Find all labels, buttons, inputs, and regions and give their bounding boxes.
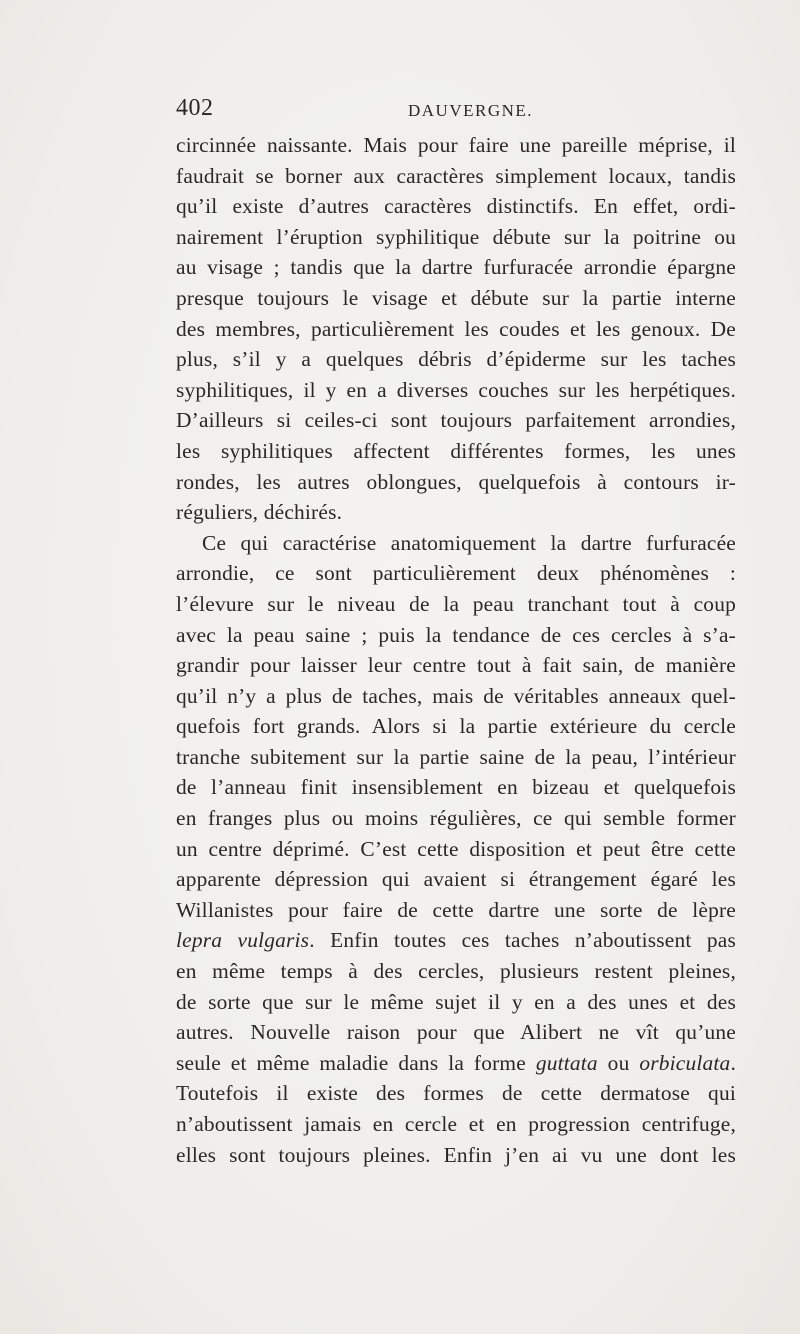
text-line: réguliers, déchirés. [176, 500, 343, 525]
text-line: seule et même maladie dans la forme guttata ou orbiculata. [176, 1050, 736, 1075]
text-line: en même temps à des cercles, plusieurs restent pleines, [176, 959, 736, 984]
page-number: 402 [176, 95, 214, 121]
text-line: les syphilitiques affectent différentes formes, les unes [176, 438, 736, 463]
text-line: de sorte que sur le même sujet il y en a des unes et des [176, 989, 736, 1014]
page-header [176, 95, 736, 125]
text-line: circinnée naissante. Mais pour faire une pareille méprise, il [176, 133, 736, 157]
text-line: elles sont toujours pleines. Enfin j’en ai vu une dont les [176, 1142, 736, 1167]
text-line: quefois fort grands. Alors si la partie extérieure du cercle [176, 714, 736, 739]
text-line: Ce qui caractérise anatomiquement la dartre furfuracée [202, 530, 736, 555]
text-line: arrondie, ce sont particulièrement deux phénomènes : [176, 561, 736, 586]
text-line: en franges plus ou moins régulières, ce qui semble former [176, 806, 736, 831]
text-line: un centre déprimé. C’est cette disposition et peut être cette [176, 836, 736, 861]
text-line: qu’il n’y a plus de taches, mais de véritables anneaux quel- [176, 683, 736, 708]
body-text [176, 130, 736, 1170]
text-line: qu’il existe d’autres caractères distinctifs. En effet, ordi- [176, 194, 736, 219]
text-line: l’élevure sur le niveau de la peau tranchant tout à coup [176, 591, 736, 616]
text-line: des membres, particulièrement les coudes et les genoux. De [176, 316, 736, 341]
italic-term: lepra vulgaris [176, 928, 310, 953]
text-line: syphilitiques, il y en a diverses couches sur les herpétiques. [176, 377, 736, 402]
text-line: D’ailleurs si ceiles-ci sont toujours parfaitement arrondies, [176, 408, 736, 433]
text-line: apparente dépression qui avaient si étrangement égaré les [176, 867, 736, 892]
text-line: grandir pour laisser leur centre tout à fait sain, de manière [176, 653, 736, 678]
text-line: de l’anneau finit insensiblement en bizeau et quelquefois [176, 775, 736, 800]
text-line: Toutefois il existe des formes de cette dermatose qui [176, 1081, 736, 1106]
text-line: tranche subitement sur la partie saine de la peau, l’intérieur [176, 744, 736, 769]
text-line: n’aboutissent jamais en cercle et en progression centrifuge, [176, 1112, 736, 1136]
text-line: plus, s’il y a quelques débris d’épiderme sur les taches [176, 347, 736, 372]
text-line: lepra vulgaris. Enfin toutes ces taches n’aboutissent pas [176, 928, 736, 953]
text-line: au visage ; tandis que la dartre furfuracée arrondie épargne [176, 255, 736, 280]
text-line: faudrait se borner aux caractères simplement locaux, tandis [176, 163, 736, 188]
text-line: avec la peau saine ; puis la tendance de ces cercles à s’a- [176, 622, 736, 647]
running-head: DAUVERGNE. [408, 101, 534, 120]
text-line: presque toujours le visage et débute sur la partie interne [176, 285, 736, 310]
italic-term: orbiculata [639, 1050, 731, 1075]
text-line: Willanistes pour faire de cette dartre une sorte de lèpre [176, 897, 736, 922]
text-line: nairement l’éruption syphilitique débute sur la poitrine ou [176, 224, 736, 249]
italic-term: guttata [535, 1050, 598, 1075]
text-line: autres. Nouvelle raison pour que Alibert ne vît qu’une [176, 1020, 736, 1045]
text-line: rondes, les autres oblongues, quelquefois à contours ir- [176, 469, 736, 494]
